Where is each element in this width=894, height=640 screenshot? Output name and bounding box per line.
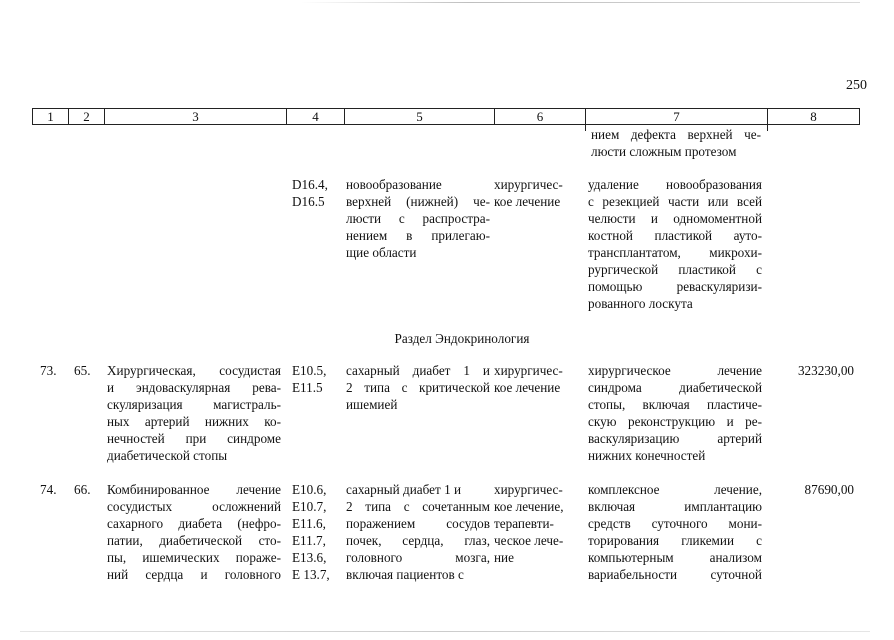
- treatment-type: хирургичес- кое лечение: [494, 363, 563, 395]
- diagnosis-codes: D16.4, D16.5: [292, 177, 328, 209]
- row-number: 73.: [40, 363, 57, 378]
- header-col-5: 5: [345, 109, 495, 124]
- cost-value: 87690,00: [804, 482, 854, 497]
- header-col-1: 1: [33, 109, 69, 124]
- diagnosis-codes: E10.6, E10.7, E11.6, E11.7, E13.6, E 13.7,: [292, 482, 330, 582]
- cost-value: 323230,00: [797, 363, 854, 378]
- column-divider: [767, 125, 768, 131]
- treatment-method: удаление новообразования с резекцией части или всей челюсти и одномоментной костной пластикой ауто- трансплантатом, микрохи- рургической пластикой с помощью реваскуляризи- рованного лоскута: [588, 177, 762, 311]
- patient-model: сахарный диабет 1 и 2 типа с критической ишемией: [346, 363, 490, 412]
- header-col-4: 4: [287, 109, 345, 124]
- diagnosis-codes: E10.5, E11.5: [292, 363, 327, 395]
- header-col-7: 7: [586, 109, 768, 124]
- column-divider: [585, 125, 586, 131]
- header-col-3: 3: [105, 109, 287, 124]
- patient-model: новообразование верхней (нижней) че- люсти с распростра- нением в прилегаю- щие области: [346, 177, 490, 260]
- continued-method-text: нием дефекта верхней че- люсти сложным протезом: [591, 127, 761, 159]
- subrow-number: 66.: [74, 482, 91, 497]
- scan-edge-top: [300, 2, 860, 3]
- row-number: 74.: [40, 482, 57, 497]
- treatment-method: хирургическое лечение синдрома диабетической стопы, включая пластиче- скую реконструкцию и ре- васкуляризацию артерий нижних конечностей: [588, 363, 762, 463]
- subrow-number: 65.: [74, 363, 91, 378]
- header-col-2: 2: [69, 109, 105, 124]
- table-header-row: [32, 108, 860, 125]
- patient-model: сахарный диабет 1 и 2 типа с сочетанным поражением сосудов почек, сердца, глаз, головного мозга, включая пациентов с: [346, 482, 490, 582]
- treatment-type: хирургичес- кое лечение: [494, 177, 563, 209]
- care-name: Комбинированное лечение сосудистых осложнений сахарного диабета (нефро- патии, диабетической сто- пы, ишемических пораже- ний сердца и головного: [107, 482, 281, 582]
- treatment-type: хирургичес- кое лечение, терапевти- ческое лече- ние: [494, 482, 564, 565]
- treatment-method: комплексное лечение, включая имплантацию средств суточного мони- торирования гликемии с компьютерным анализом вариабельности суточной: [588, 482, 762, 582]
- page-number: 250: [846, 78, 867, 93]
- care-name: Хирургическая, сосудистая и эндоваскулярная рева- скуляризация магистраль- ных артерий нижних ко- нечностей при синдроме диабетической стопы: [107, 363, 281, 463]
- header-col-6: 6: [495, 109, 586, 124]
- scan-edge-bottom: [20, 631, 870, 632]
- section-title: Раздел Эндокринология: [394, 331, 530, 346]
- header-col-8: 8: [810, 109, 817, 124]
